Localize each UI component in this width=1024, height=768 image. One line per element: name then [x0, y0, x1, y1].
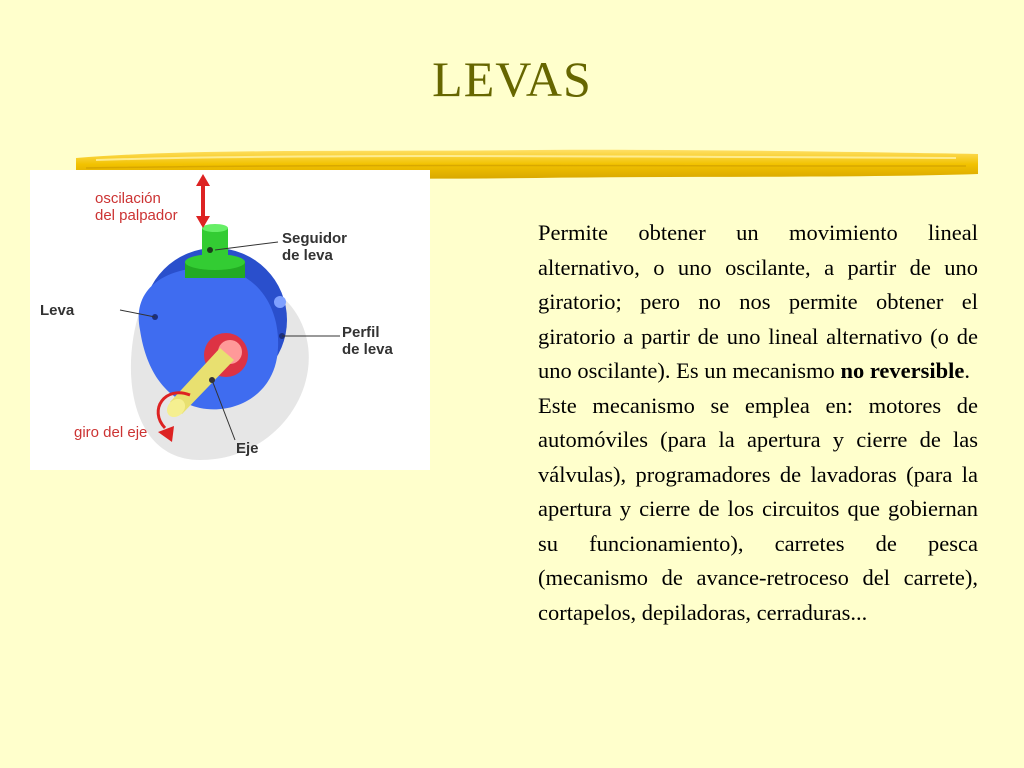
label-seguidor: Seguidor de leva — [282, 230, 348, 264]
label-giro: giro del eje — [74, 424, 148, 441]
paragraph-2-text: Este mecanismo se emplea en: motores de automóviles (para la apertura y cierre de las válvulas), programadores de lavadoras (para la apertura y cierre de los circuitos que gobiernan su funcionamiento), carretes de pesca (mecanismo de avance-retroceso del carrete), cortapelos, depiladoras, cerraduras... — [538, 392, 978, 625]
paragraph-1-text: Permite obtener un movimiento lineal alternativo, o uno oscilante, a partir de uno giratorio; pero no nos permite obtener el giratorio a partir de uno lineal alternativo (o de uno oscilante). Es un mecanismo — [538, 220, 978, 383]
paragraph-2 — [538, 389, 978, 631]
label-eje: Eje — [236, 440, 259, 457]
paragraph-1-bold: no reversible — [840, 358, 965, 383]
label-leva: Leva — [40, 302, 75, 319]
cam-diagram — [30, 170, 430, 470]
slide-title: LEVAS — [432, 51, 592, 107]
body-text — [538, 216, 978, 630]
paragraph-1-end: . — [964, 358, 970, 383]
label-oscilacion: oscilación del palpador — [95, 190, 178, 224]
label-perfil: Perfil de leva — [342, 324, 393, 358]
paragraph-1 — [538, 216, 978, 389]
